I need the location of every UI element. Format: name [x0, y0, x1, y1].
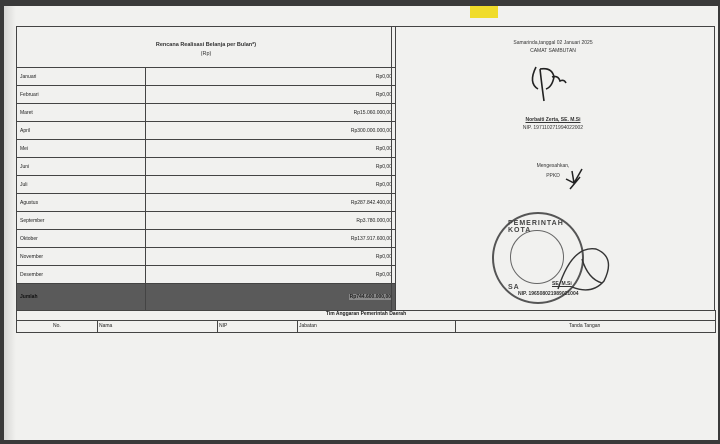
- page-shadow: [4, 6, 16, 440]
- signature-scribble: [522, 59, 582, 114]
- month-amount: Rp287.842.400,00: [350, 200, 392, 206]
- month-label: Januari: [20, 74, 37, 80]
- month-amount: Rp0,00: [375, 92, 392, 98]
- table-row: [17, 175, 395, 194]
- seal-bottom-text: SA: [508, 284, 520, 291]
- table-row: [17, 157, 395, 176]
- month-amount: Rp3.780.000,00: [356, 218, 392, 224]
- table-row: [17, 211, 395, 230]
- table-title-line2: (Rp): [200, 51, 212, 57]
- month-label: Agustus: [20, 200, 39, 206]
- ppkd-nip: NIP. 196508021989021004: [518, 291, 579, 297]
- col-header-position: Jabatan: [299, 323, 317, 329]
- yellow-tape: [470, 6, 498, 18]
- budget-team-table: [16, 310, 716, 333]
- monthly-realization-table: [16, 26, 396, 311]
- month-amount: Rp0,00: [375, 182, 392, 188]
- table-row: [17, 247, 395, 266]
- table-row: [17, 85, 395, 104]
- total-amount: Rp744.600.000,00: [349, 294, 391, 300]
- table-title: [17, 27, 395, 67]
- total-label: Jumlah: [20, 294, 38, 300]
- month-amount: Rp0,00: [375, 74, 392, 80]
- col-header-name: Nama: [99, 323, 113, 329]
- month-label: Oktober: [20, 236, 38, 242]
- ppkd-label: PPKD: [546, 173, 560, 179]
- month-amount: Rp300.000.000,00: [350, 128, 392, 134]
- place-date: Samarinda,tanggal 02 Januari 2025: [513, 40, 593, 46]
- month-amount: Rp0,00: [375, 254, 392, 260]
- table-row: [17, 193, 395, 212]
- office-title: CAMAT SAMBUTAN: [530, 48, 576, 54]
- month-label: Mei: [20, 146, 29, 152]
- table-row: [17, 103, 395, 122]
- table-row: [17, 265, 395, 284]
- month-amount: Rp0,00: [375, 164, 392, 170]
- total-row: [17, 283, 395, 310]
- official-nip: NIP. 197110271994022002: [522, 125, 584, 131]
- month-label: Desember: [20, 272, 44, 278]
- table-title-line1: Rencana Realisasi Belanja per Bulan*): [155, 42, 257, 48]
- table-row: [17, 139, 395, 158]
- month-label: April: [20, 128, 31, 134]
- document-page: [4, 6, 718, 440]
- table-row: [17, 121, 395, 140]
- month-label: November: [20, 254, 44, 260]
- official-name: Norbaiti Zerta, SE. M.Si: [525, 117, 581, 123]
- signature-panel: [391, 26, 715, 311]
- col-header-no: No.: [53, 323, 61, 329]
- month-label: Juli: [20, 182, 28, 188]
- col-header-signature: Tanda Tangan: [569, 323, 601, 329]
- col-header-nip: NIP: [219, 323, 228, 329]
- team-caption: Tim Anggaran Pemerintah Daerah: [325, 311, 407, 317]
- month-label: Maret: [20, 110, 33, 116]
- month-amount: Rp0,00: [375, 272, 392, 278]
- month-amount: Rp0,00: [375, 146, 392, 152]
- ppkd-initial-scribble: [564, 167, 586, 191]
- ppkd-name: SE. M.Si: [552, 281, 572, 287]
- month-amount: Rp15.060.000,00: [353, 110, 392, 116]
- ppkd-signature-scribble: [552, 239, 622, 299]
- month-label: Juni: [20, 164, 30, 170]
- month-label: September: [20, 218, 45, 224]
- approved-label: Mengesahkan,: [536, 163, 570, 169]
- month-amount: Rp137.917.600,00: [350, 236, 392, 242]
- table-row: [17, 67, 395, 86]
- table-row: [17, 229, 395, 248]
- seal-top-text: PEMERINTAH KOTA: [508, 220, 564, 234]
- month-label: Februari: [20, 92, 39, 98]
